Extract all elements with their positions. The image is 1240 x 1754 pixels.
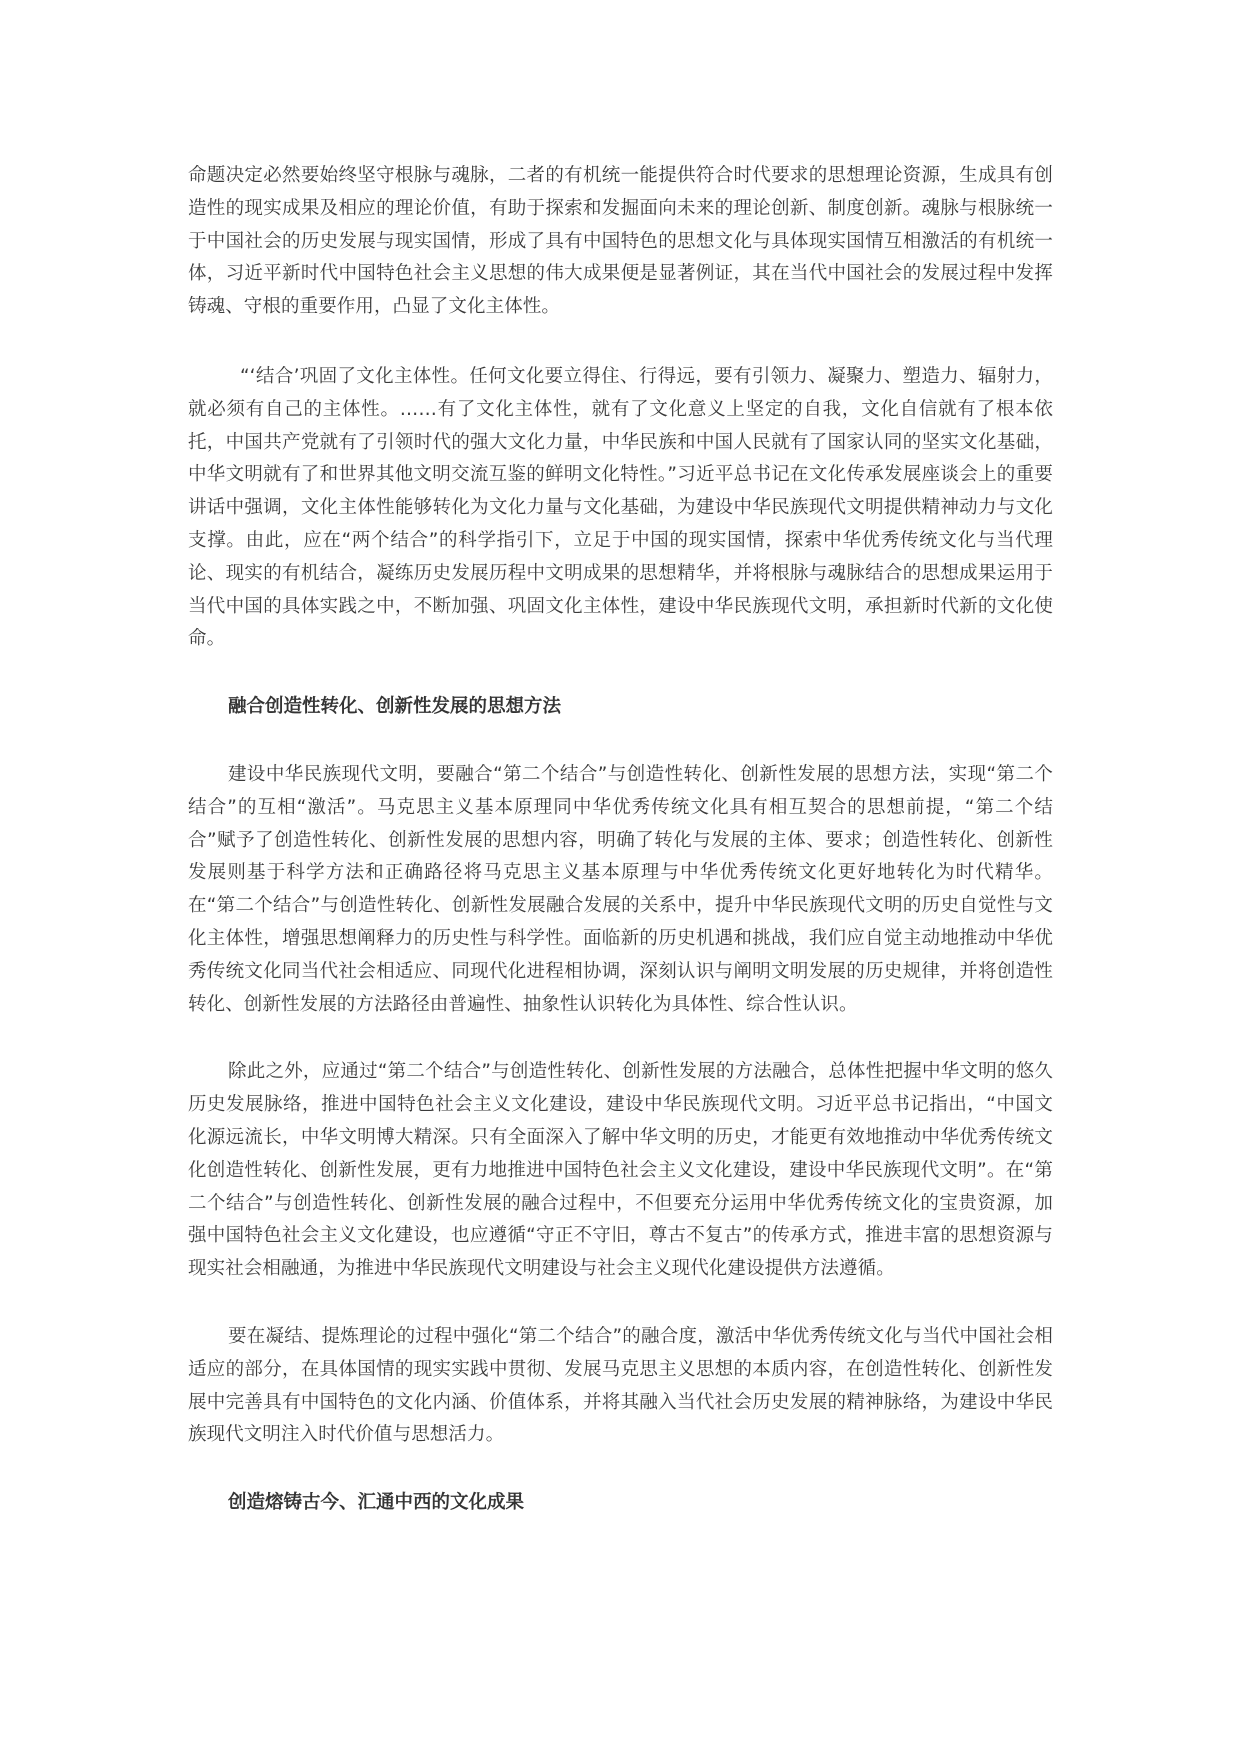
- article-body: [188, 160, 1053, 1520]
- section-heading-2: 创造熔铸古今、汇通中西的文化成果: [228, 1492, 525, 1514]
- paragraph-4: 除此之外，应通过“第二个结合”与创造性转化、创新性发展的方法融合，总体性把握中华文明的悠久历史发展脉络，推进中国特色社会主义文化建设，建设中华民族现代文明。习近平总书记指出，“中国文化源远流长，中华文明博大精深。只有全面深入了解中华文明的历史，才能更有效地推动中华优秀传统文化创造性转化、创新性发展，更有力地推进中国特色社会主义文化建设，建设中华民族现代文明”。在“第二个结合”与创造性转化、创新性发展的融合过程中，不但要充分运用中华优秀传统文化的宝贵资源，加强中国特色社会主义文化建设，也应遵循“守正不守旧，尊古不复古”的传承方式，推进丰富的思想资源与现实社会相融通，为推进中华民族现代文明建设与社会主义现代化建设提供方法遵循。: [188, 1061, 1053, 1280]
- paragraph-2: “‘结合’巩固了文化主体性。任何文化要立得住、行得远，要有引领力、凝聚力、塑造力、辐射力，就必须有自己的主体性。……有了文化主体性，就有了文化意义上坚定的自我，文化自信就有了根本依托，中国共产党就有了引领时代的强大文化力量，中华民族和中国人民就有了国家认同的坚实文化基础，中华文明就有了和世界其他文明交流互鉴的鲜明文化特性。”习近平总书记在文化传承发展座谈会上的重要讲话中强调，文化主体性能够转化为文化力量与文化基础，为建设中华民族现代文明提供精神动力与文化支撑。由此，应在“两个结合”的科学指引下，立足于中国的现实国情，探索中华优秀传统文化与当代理论、现实的有机结合，凝练历史发展历程中文明成果的思想精华，并将根脉与魂脉结合的思想成果运用于当代中国的具体实践之中，不断加强、巩固文化主体性，建设中华民族现代文明，承担新时代新的文化使命。: [188, 365, 1053, 650]
- paragraph-3: 建设中华民族现代文明，要融合“第二个结合”与创造性转化、创新性发展的思想方法，实现“第二个结合”的互相“激活”。马克思主义基本原理同中华优秀传统文化具有相互契合的思想前提，“第二个结合”赋予了创造性转化、创新性发展的思想内容，明确了转化与发展的主体、要求；创造性转化、创新性发展则基于科学方法和正确路径将马克思主义基本原理与中华优秀传统文化更好地转化为时代精华。在“第二个结合”与创造性转化、创新性发展融合发展的关系中，提升中华民族现代文明的历史自觉性与文化主体性，增强思想阐释力的历史性与科学性。面临新的历史机遇和挑战，我们应自觉主动地推动中华优秀传统文化同当代社会相适应、同现代化进程相协调，深刻认识与阐明文明发展的历史规律，并将创造性转化、创新性发展的方法路径由普遍性、抽象性认识转化为具体性、综合性认识。: [188, 763, 1053, 1015]
- paragraph-1: 命题决定必然要始终坚守根脉与魂脉，二者的有机统一能提供符合时代要求的思想理论资源，生成具有创造性的现实成果及相应的理论价值，有助于探索和发掘面向未来的理论创新、制度创新。魂脉与根脉统一于中国社会的历史发展与现实国情，形成了具有中国特色的思想文化与具体现实国情互相激活的有机统一体，习近平新时代中国特色社会主义思想的伟大成果便是显著例证，其在当代中国社会的发展过程中发挥铸魂、守根的重要作用，凸显了文化主体性。: [188, 165, 1053, 318]
- paragraph-5: 要在凝结、提炼理论的过程中强化“第二个结合”的融合度，激活中华优秀传统文化与当代中国社会相适应的部分，在具体国情的现实实践中贯彻、发展马克思主义思想的本质内容，在创造性转化、创新性发展中完善具有中国特色的文化内涵、价值体系，并将其融入当代社会历史发展的精神脉络，为建设中华民族现代文明注入时代价值与思想活力。: [188, 1325, 1053, 1446]
- section-heading-1: 融合创造性转化、创新性发展的思想方法: [228, 696, 562, 718]
